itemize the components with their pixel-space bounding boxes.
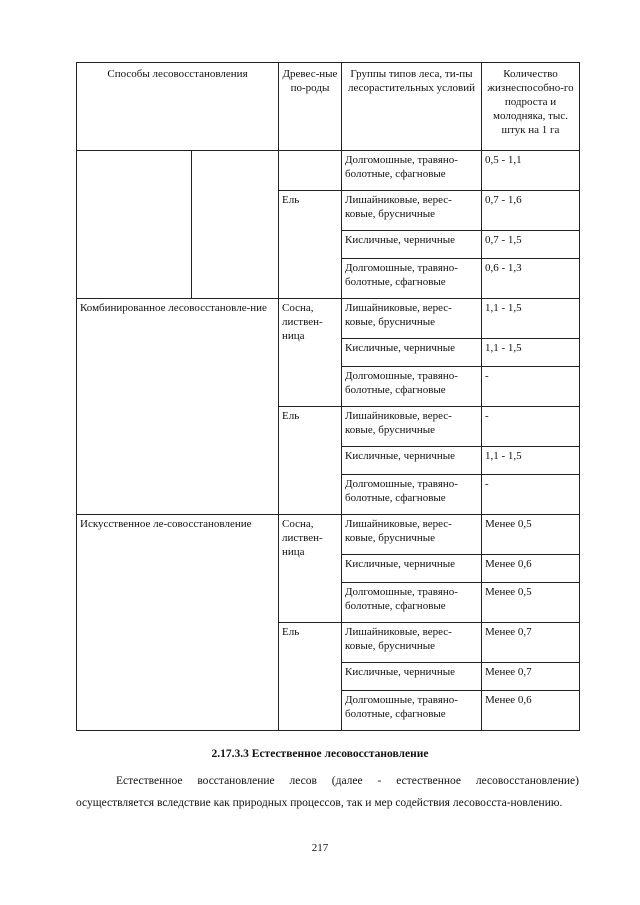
header-quantity: Количество жизнеспособно-го подроста и молодняка, тыс. штук на 1 га (482, 63, 580, 151)
header-row (77, 63, 580, 151)
group-cell: Кисличные, черничные (342, 339, 482, 367)
quantity-cell: Менее 0,7 (482, 663, 580, 691)
quantity-cell: 0,5 - 1,1 (482, 151, 580, 191)
quantity-cell: Менее 0,5 (482, 515, 580, 555)
quantity-cell: Менее 0,5 (482, 583, 580, 623)
section-heading: 2.17.3.3 Естественное лесовосстановление (211, 748, 429, 760)
group-cell: Лишайниковые, верес-ковые, брусничные (342, 623, 482, 663)
quantity-cell: 1,1 - 1,5 (482, 447, 580, 475)
quantity-cell: 1,1 - 1,5 (482, 339, 580, 367)
group-cell: Кисличные, черничные (342, 447, 482, 475)
quantity-cell: Менее 0,6 (482, 691, 580, 731)
group-cell: Долгомошные, травяно-болотные, сфагновые (342, 691, 482, 731)
group-cell: Лишайниковые, верес-ковые, брусничные (342, 407, 482, 447)
group-cell: Кисличные, черничные (342, 231, 482, 259)
species-cell: Сосна, листвен-ница (279, 299, 342, 407)
group-cell: Долгомошные, травяно-болотные, сфагновые (342, 367, 482, 407)
body-paragraph: Естественное восстановление лесов (далее - естественное лесовосстановление) осуществляется вследствие как природных процессов, так и мер содействия лесовосста-новлению. (76, 775, 579, 809)
quantity-cell: 0,7 - 1,5 (482, 231, 580, 259)
table-row (77, 515, 580, 555)
method-cell-combined: Комбинированное лесовосстановле-ние (77, 299, 279, 515)
quantity-cell: - (482, 475, 580, 515)
species-cell: Ель (279, 407, 342, 515)
quantity-cell: 0,7 - 1,6 (482, 191, 580, 231)
header-species: Древес-ные по-роды (279, 63, 342, 151)
group-cell: Долгомошные, травяно-болотные, сфагновые (342, 583, 482, 623)
quantity-cell: 1,1 - 1,5 (482, 299, 580, 339)
header-groups: Группы типов леса, ти-пы лесорастительных условий (342, 63, 482, 151)
table-row (77, 299, 580, 339)
quantity-cell: Менее 0,7 (482, 623, 580, 663)
group-cell: Долгомошные, травяно-болотные, сфагновые (342, 259, 482, 299)
group-cell: Лишайниковые, верес-ковые, брусничные (342, 515, 482, 555)
method-cell-continued (77, 151, 192, 299)
quantity-cell: - (482, 407, 580, 447)
quantity-cell: 0,6 - 1,3 (482, 259, 580, 299)
species-cell: Ель (279, 191, 342, 299)
group-cell: Долгомошные, травяно-болотные, сфагновые (342, 151, 482, 191)
page-number: 217 (311, 842, 329, 854)
group-cell: Кисличные, черничные (342, 555, 482, 583)
group-cell: Лишайниковые, верес-ковые, брусничные (342, 299, 482, 339)
group-cell: Кисличные, черничные (342, 663, 482, 691)
species-cell-continued (279, 151, 342, 191)
table-row (77, 151, 580, 191)
regulation-table (76, 62, 580, 731)
species-cell: Сосна, листвен-ница (279, 515, 342, 623)
quantity-cell: - (482, 367, 580, 407)
group-cell: Лишайниковые, верес-ковые, брусничные (342, 191, 482, 231)
quantity-cell: Менее 0,6 (482, 555, 580, 583)
header-method: Способы лесовосстановления (77, 63, 279, 151)
species-cell: Ель (279, 623, 342, 731)
method-subcell-continued (192, 151, 279, 299)
group-cell: Долгомошные, травяно-болотные, сфагновые (342, 475, 482, 515)
method-cell-artificial: Искусственное ле-совосстановление (77, 515, 279, 731)
